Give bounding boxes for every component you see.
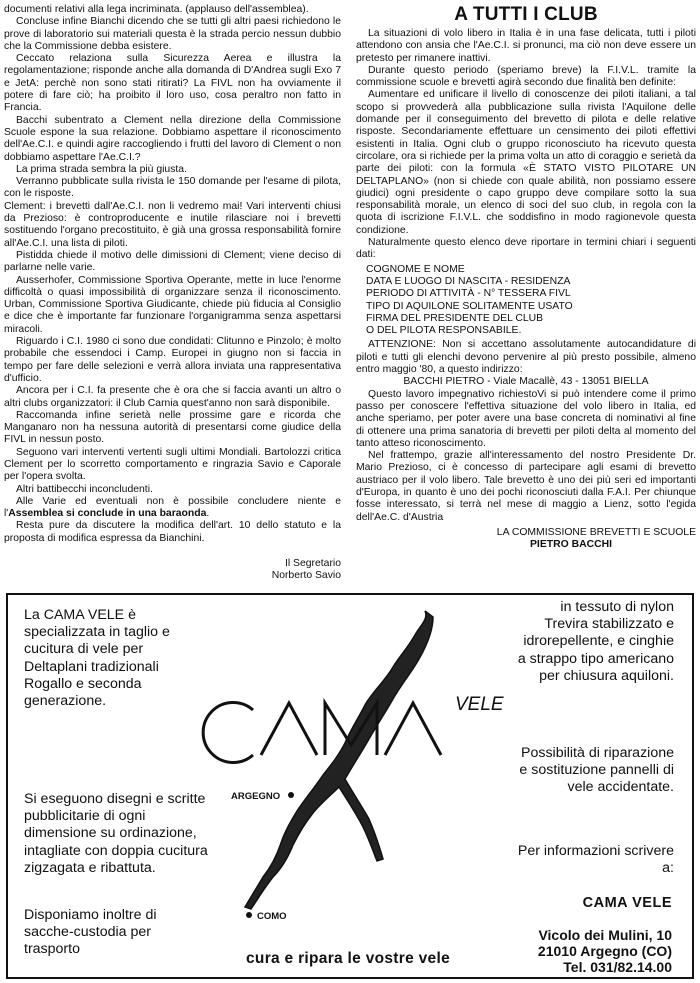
left-paragraph: Pistidda chiede il motivo delle dimissioni di Clement; viene deciso di parlarne nelle varie. <box>4 249 341 274</box>
left-paragraph: documenti relativi alla lega incriminata. (applauso dell'assemblea). <box>4 4 309 15</box>
left-article-column <box>4 4 341 583</box>
left-paragraph: Bacchi subentrato a Clement nella direzione della Commissione Scuole espone la sua relazione. Dobbiamo aspettare il riconoscimento dell'Ae.C.I. e quindi agire raccogliendo i frutti del lavoro di Clement o non dobbiamo aspettare l'Ae.C.I.? <box>4 114 341 163</box>
left-paragraph: Riguardo i C.I. 1980 ci sono due condidati: Clitunno e Pinzolo; è molto probabile che essendoci i Camp. Europei in giugno non si faccia in tempo per fare delle selezioni e verrà allora inviata una rappresentativa d'ufficio. <box>4 336 341 384</box>
left-paragraph: Seguono vari interventi vertenti sugli ultimi Mondiali. Bartolozzi critica Clement per lo scorretto comportamento e ringrazia Savio e Caporale per l'opera svolta. <box>4 446 341 483</box>
ad-brand-name: CAMA VELE <box>582 895 672 911</box>
map-label-como: COMO <box>257 911 287 922</box>
assembly-conclusion-bold: Assemblea si conclude in una baraonda <box>8 508 207 520</box>
left-paragraph: Raccomanda infine serietà nelle prossime gare e ricorda che Manganaro non ha nessuna autorità di presentarsi come giudice della FIVL in nessun posto. <box>4 409 341 446</box>
como-marker <box>246 912 252 918</box>
ad-contact-info <box>502 895 672 975</box>
right-paragraph: Aumentare ed unificare il livello di conoscenze dei piloti italiani, a tal scopo si provvederà alla pubblicazione sulla rivista l'Aquilone delle domande per il conseguimento del brevetto di pilota e delle relative risposte. Secondariamente effettuare un censimento dei piloti effettivi esistenti in Italia. Ogni club o gruppo riconosciuto ha ricevuto questa circolare, ora si richiede per la prima volta un atto di coraggio e serietà da parte dei piloti: con la formula «È STATO VISTO PILOTARE UN DELTAPLANO» (non si chiede con quale abilità, non possiamo essere giudici) ogni presidente o capo gruppo deve compilare sotto la sua responsabilità morale, un elenco di soci del suo club, in regola con la quota di iscrizione F.I.V.L. che soddisfino in modo ragionevole questa condizione. <box>356 89 696 236</box>
logo-vele-word: VELE <box>455 694 504 715</box>
left-paragraph: Ceccato relaziona sulla Sicurezza Aerea e illustra la regolamentazione; risponde anche alla domanda di D'Andrea sugli Exo 7 e JetA: perchè non sono stati ritirati? La FIVL non ha ovviamente il potere di fare ciò; ha proibito il loro uso, cosa peraltro non fatto in Francia. <box>4 53 341 114</box>
required-data-list <box>366 264 696 338</box>
left-paragraph: Altri battibecchi inconcludenti. <box>16 483 153 495</box>
right-paragraph: Durante questo periodo (speriamo breve) la F.I.V.L. tramite la commissione scuole e brevetti agirà secondo due finalità ben definite: <box>356 64 696 89</box>
left-paragraph: Ausserhofer, Commissione Sportiva Operante, mette in luce l'enorme difficoltà o quasi impossibilità di organizzare senza il riconoscimento. Urban, Commissione Sportiva Giudicante, chiede più fiducia al Consiglio e dice che è importante far funzionare l'organigramma senza aspettarsi miracoli. <box>4 274 341 335</box>
left-paragraph: Concluse infine Bianchi dicendo che se tutti gli altri paesi richiedono le prove di laboratorio sui materiali questa è la strada percio nessun dubbio che la Commissione debba esistere. <box>4 16 341 52</box>
left-paragraph: Ancora per i C.I. fa presente che è ora che si faccia avanti un altro o altri clubs organizzatori: il Club Carnia quest'anno non sarà disponibile. <box>4 385 341 409</box>
cama-logo-map <box>193 605 513 935</box>
ad-address-line: 21010 Argegno (CO) <box>537 943 672 959</box>
left-paragraph <box>4 496 341 521</box>
ad-text-block: Disponiamo inoltre di sacche-custodia per trasporto <box>24 907 157 958</box>
lake-como-shape <box>245 611 433 909</box>
logo-letter-a <box>385 703 441 755</box>
list-item: PERIODO DI ATTIVITÀ - N° TESSERA FIVL <box>366 288 571 300</box>
list-item: O DEL PILOTA RESPONSABILE. <box>366 325 522 337</box>
right-paragraph: Nel frattempo, grazie all'interessamento del nostro Presidente Dr. Mario Prezioso, ci è concesso di partecipare agli esami di brevetto austriaco per il volo libero. Tale brevetto è uno dei più seri ed importanti d'Europa, in quanto è uno dei pochi riconosciuti dalla F.A.I. Per chiunque fosse interessato, si terrà nel mese di maggio a Lienz, sotto l'egida dell'Ae.C. d'Austria <box>356 450 696 523</box>
list-item: FIRMA DEL PRESIDENTE DEL CLUB <box>366 312 544 324</box>
ad-slogan: cura e ripara le vostre vele <box>246 950 450 967</box>
mailing-address: BACCHI PIETRO - Viale Macallè, 43 - 13051 BIELLA <box>403 376 649 388</box>
ad-text-block: Possibilità di riparazione e sostituzione pannelli di vele accidentate. <box>519 745 674 796</box>
ad-address-line: Vicolo dei Mulini, 10 <box>538 927 672 943</box>
secretary-name: Norberto Savio <box>271 570 341 582</box>
cama-vele-advertisement <box>6 593 694 979</box>
right-article-column <box>356 4 696 551</box>
argegno-marker <box>288 792 294 798</box>
ad-text-block: Per informazioni scrivere a: <box>517 843 674 877</box>
secretary-title: Il Segretario <box>284 558 341 570</box>
map-label-argegno: ARGEGNO <box>231 791 281 802</box>
right-paragraph: La situazioni di volo libero in Italia è in una fase delicata, tutti i piloti attendono con ansia che l'Ae.C.I. si pronunci, ma ciò non deve essere un pretesto per rimanere inattivi. <box>356 28 696 64</box>
ad-text-block: Si eseguono disegni e scritte pubblicitarie di ogni dimensione su ordinazione, intagliate con doppia cucitura zigzagata e ribattuta. <box>24 791 208 876</box>
left-text: Alle Varie ed eventuali non è possibile concludere niente e l' <box>4 495 341 520</box>
right-paragraph: ATTENZIONE: Non si accettano assolutamente autocandidature di piloti e tutti gli elenchi devono pervenire al più presto possibile, almeno entro maggio '80, a questo indirizzo: <box>356 339 696 376</box>
logo-letter-c <box>203 703 253 763</box>
list-item: DATA E LUOGO DI NASCITA - RESIDENZA <box>366 275 571 287</box>
left-paragraph: Resta pure da discutere la modifica dell'art. 10 dello statuto e la proposta di modifica espressa da Bianchini. <box>4 520 341 544</box>
ad-text-block: La CAMA VELE è specializzata in taglio e cucitura di vele per Deltaplani tradizionali Rogallo e seconda generazione. <box>24 607 170 710</box>
logo-letter-a <box>261 703 317 755</box>
commission-signoff: LA COMMISSIONE BREVETTI E SCUOLE <box>496 526 696 538</box>
left-paragraph: La prima strada sembra la più giusta. <box>16 163 187 175</box>
left-paragraph: Verranno pubblicate sulla rivista le 150 domande per l'esame di pilota, con le risposte. <box>4 176 341 200</box>
left-text: . <box>206 508 210 520</box>
ad-text-block: in tessuto di nylon Trevira stabilizzato e idrorepellente, e cinghie a strappo tipo americano per chiusura aquiloni. <box>517 599 674 684</box>
left-paragraph: Clement: i brevetti dall'Ae.C.I. non li vedremo mai! Vari interventi chiusi da Prezioso: è controproducente e inutile rilasciare noi i brevetti sostituendo l'organo precostituito, è già una grossa responsabilità fornire all'Ae.C.I. una lista di piloti. <box>4 200 341 249</box>
signoff-name: PIETRO BACCHI <box>530 539 612 551</box>
right-paragraph: Questo lavoro impegnativo richiestoVi si può intendere come il primo passo per conoscere l'effettiva situazione del volo libero in Italia, ed anche speriamo, per poter avere una base concreta di nominativi al fine di ottenere una prima sanatoria di brevetti per piloti delta al momento del tanto atteso riconoscimento. <box>356 388 696 449</box>
list-item: TIPO DI AQUILONE SOLITAMENTE USATO <box>366 300 573 312</box>
list-item: COGNOME E NOME <box>366 263 465 275</box>
article-title: A TUTTI I CLUB <box>454 4 598 25</box>
ad-phone: Tel. 031/82.14.00 <box>563 959 672 975</box>
right-paragraph: Naturalmente questo elenco deve riportare in termini chiari i seguenti dati: <box>356 237 696 261</box>
